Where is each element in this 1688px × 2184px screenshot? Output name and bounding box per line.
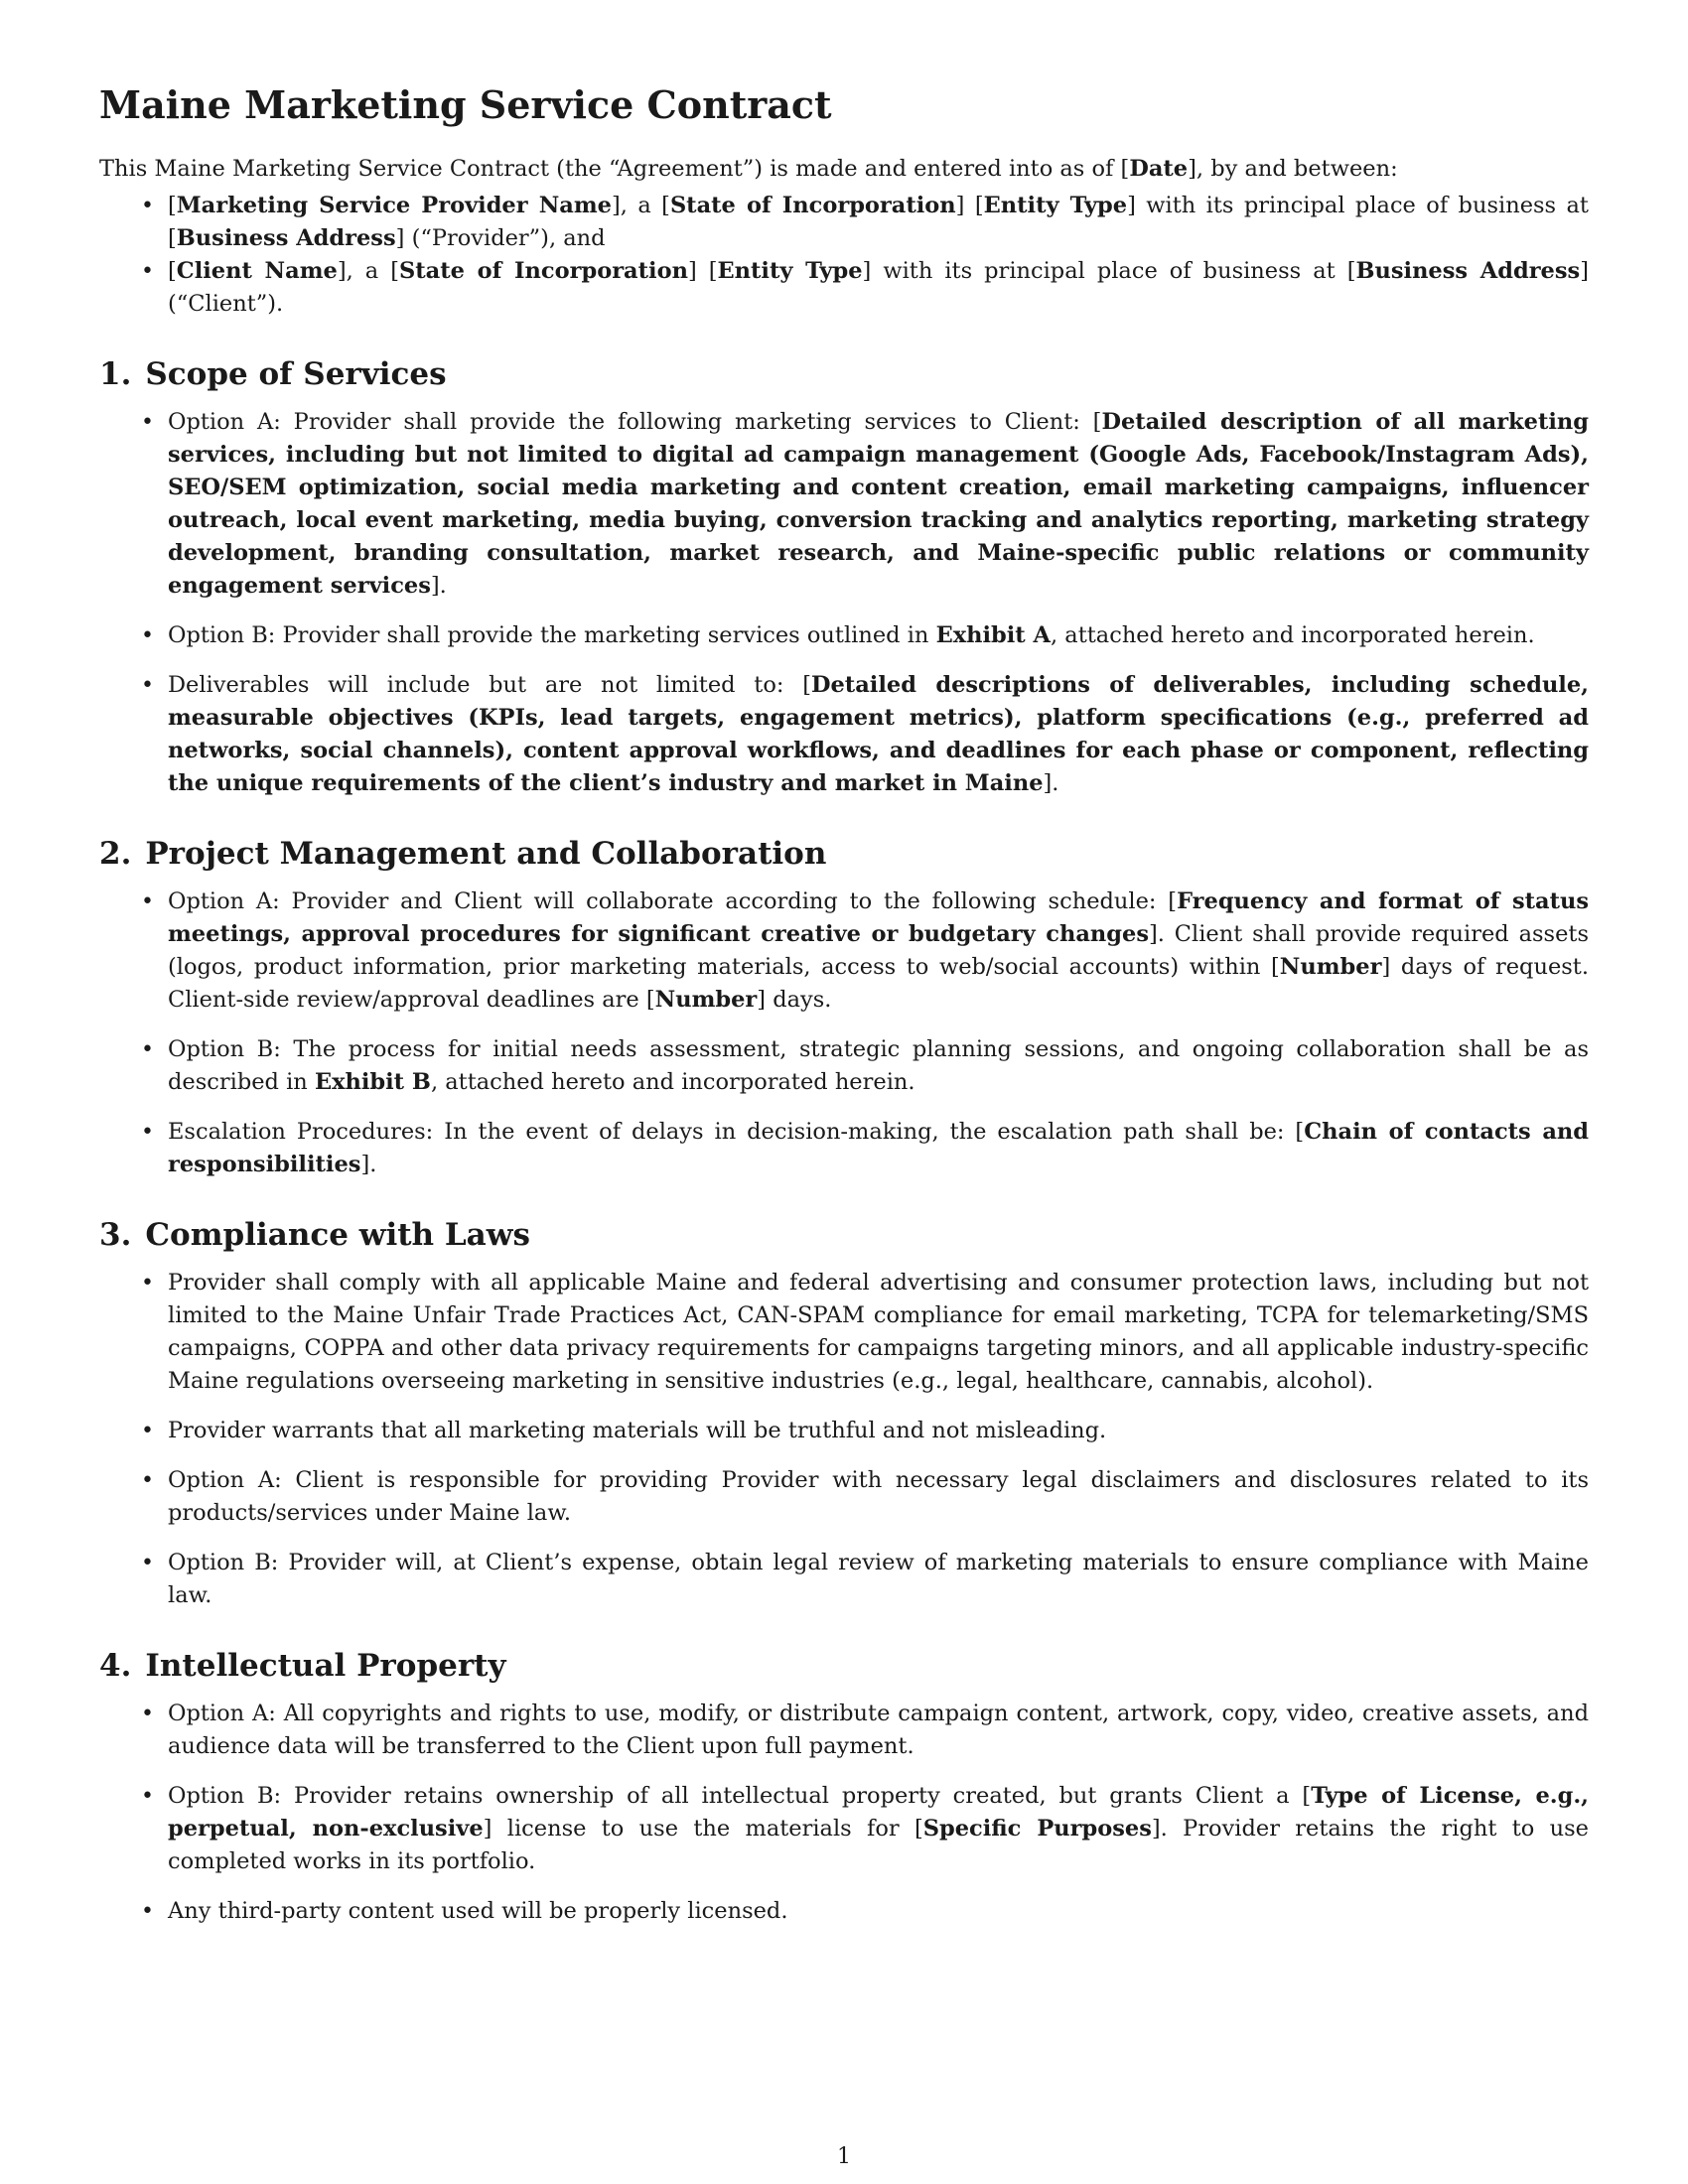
document-body [99, 81, 1589, 1945]
placeholder-field: Number [654, 987, 758, 1013]
placeholder-field: Business Address [1355, 258, 1581, 284]
list-item [141, 406, 1589, 603]
bullet-icon: • [141, 623, 154, 648]
list-item [141, 1116, 1590, 1181]
bullet-icon: • [141, 1120, 154, 1145]
placeholder-field: Chain of contacts and responsibilities [168, 1119, 1590, 1177]
list-item [141, 669, 1589, 800]
text-run: [ [168, 258, 177, 284]
section-number: 1. [99, 356, 132, 392]
text-run: ], a [ [611, 193, 670, 218]
section-title: Project Management and Collaboration [145, 836, 827, 872]
bullet-icon: • [141, 889, 154, 914]
bullet-icon: • [141, 1551, 154, 1575]
text-run: ] days of request. Client-side review/approval deadlines are [ [168, 954, 1589, 1013]
text-run: ] license to use the materials for [ [483, 1816, 923, 1842]
section-heading [99, 1215, 1589, 1255]
placeholder-field: Detailed description of all marketing services, including but not limited to digital ad campaign management (Google Ads, Facebook/Instagram Ads), SEO/SEM optimization, social media marketing and content creation, email marketing campaigns, influencer outreach, local event marketing, media buying, conversion tracking and analytics reporting, marketing strategy development, branding consultation, market research, and Maine-specific public relations or community engagement services [168, 409, 1589, 599]
parties-list [99, 190, 1589, 321]
text-run: Option B: The process for initial needs assessment, strategic planning sessions, and ongoing collaboration shall be as described in [168, 1036, 1589, 1095]
section-title: Intellectual Property [145, 1648, 506, 1684]
list-item [141, 1033, 1589, 1099]
list-item [141, 1698, 1589, 1763]
bullet-icon: • [141, 1702, 154, 1726]
section-list [99, 1267, 1589, 1612]
text-run: ]. [1043, 770, 1059, 796]
section-number: 3. [99, 1217, 132, 1253]
placeholder-field: Date [1129, 156, 1189, 182]
bullet-icon: • [141, 1271, 154, 1296]
bullet-icon: • [141, 1899, 154, 1924]
section-title: Compliance with Laws [145, 1217, 530, 1253]
bullet-icon: • [141, 194, 154, 218]
text-run: [ [168, 193, 177, 218]
placeholder-field: Exhibit B [314, 1069, 431, 1095]
text-run: Option A: Provider shall provide the following marketing services to Client: [ [168, 409, 1102, 435]
text-run: Any third-party content used will be properly licensed. [168, 1898, 788, 1924]
sections-container [99, 354, 1589, 1928]
list-item [141, 1464, 1589, 1530]
text-run: ]. Client shall provide required assets (logos, product information, prior marketing materials, access to web/social accounts) within [ [168, 921, 1589, 980]
list-item [141, 1547, 1589, 1612]
placeholder-field: Exhibit A [935, 622, 1051, 648]
section-title: Scope of Services [145, 356, 447, 392]
list-item [141, 619, 1589, 652]
text-run: ]. [430, 573, 447, 599]
section-heading [99, 834, 1589, 874]
placeholder-field: Business Address [176, 225, 396, 251]
text-run: ], by and between: [1188, 156, 1398, 182]
placeholder-field: Number [1279, 954, 1382, 980]
bullet-icon: • [141, 1784, 154, 1809]
bullet-icon: • [141, 673, 154, 698]
text-run: Deliverables will include but are not limited to: [ [168, 672, 811, 698]
section-number: 2. [99, 836, 132, 872]
section-number: 4. [99, 1648, 132, 1684]
text-run: Option A: Provider and Client will collaborate according to the following schedule: [ [168, 888, 1178, 914]
bullet-icon: • [141, 259, 154, 284]
text-run: Option B: Provider will, at Client’s expense, obtain legal review of marketing materials to ensure compliance with Maine law. [168, 1550, 1589, 1608]
placeholder-field: Frequency and format of status meetings, approval procedures for significant creative or budgetary changes [168, 888, 1589, 947]
text-run: ] (“Provider”), and [395, 225, 606, 251]
placeholder-field: Entity Type [983, 193, 1128, 218]
placeholder-field: Type of License, e.g., perpetual, non-exclusive [168, 1783, 1589, 1842]
placeholder-field: Detailed descriptions of deliverables, including schedule, measurable objectives (KPIs, lead targets, engagement metrics), platform specifications (e.g., preferred ad networks, social channels), content approval workflows, and deadlines for each phase or component, reflecting the unique requirements of the client’s industry and market in Maine [168, 672, 1589, 796]
bullet-icon: • [141, 1468, 154, 1493]
text-run: Option A: All copyrights and rights to use, modify, or distribute campaign content, artwork, copy, video, creative assets, and audience data will be transferred to the Client upon full payment. [168, 1701, 1589, 1759]
text-run: Option A: Client is responsible for providing Provider with necessary legal disclaimers and disclosures related to its products/services under Maine law. [168, 1467, 1589, 1526]
text-run: ] [ [687, 258, 718, 284]
placeholder-field: Client Name [176, 258, 338, 284]
list-item [141, 886, 1589, 1017]
document-title: Maine Marketing Service Contract [99, 82, 832, 127]
text-run: ], a [ [337, 258, 399, 284]
placeholder-field: Specific Purposes [922, 1816, 1152, 1842]
text-run: Option B: Provider shall provide the marketing services outlined in [168, 622, 936, 648]
bullet-icon: • [141, 410, 154, 435]
section-heading [99, 354, 1589, 394]
text-run: Provider shall comply with all applicable Maine and federal advertising and consumer protection laws, including but not limited to the Maine Unfair Trade Practices Act, CAN-SPAM compliance for email marketing, TCPA for telemarketing/SMS campaigns, COPPA and other data privacy requirements for campaigns targeting minors, and all applicable industry-specific Maine regulations overseeing marketing in sensitive industries (e.g., legal, healthcare, cannabis, alcohol). [168, 1270, 1589, 1394]
text-run: ]. [360, 1152, 377, 1177]
text-run: Provider warrants that all marketing materials will be truthful and not misleading. [168, 1418, 1107, 1443]
list-item [141, 190, 1589, 255]
list-item [141, 1267, 1589, 1398]
text-run: Option B: Provider retains ownership of all intellectual property created, but grants Client a [ [168, 1783, 1312, 1809]
text-run: ] [ [955, 193, 984, 218]
text-run: , attached hereto and incorporated herein. [1051, 622, 1535, 648]
text-run: This Maine Marketing Service Contract (the “Agreement”) is made and entered into as of [99, 156, 1121, 182]
section-heading [99, 1646, 1589, 1686]
placeholder-field: Entity Type [717, 258, 863, 284]
bullet-icon: • [141, 1419, 154, 1443]
text-run: ] days. [757, 987, 832, 1013]
list-item [141, 255, 1589, 321]
section-list [99, 886, 1589, 1181]
page-number: 1 [837, 2144, 851, 2169]
section-list [99, 406, 1589, 800]
text-run: , attached hereto and incorporated herein. [430, 1069, 915, 1095]
section-list [99, 1698, 1589, 1928]
text-run: ]. Provider retains the right to use completed works in its portfolio. [168, 1816, 1589, 1874]
text-run: ] (“Client”). [168, 258, 1589, 317]
text-run: ] with its principal place of business at [ [862, 258, 1356, 284]
text-run: Escalation Procedures: In the event of delays in decision-making, the escalation path shall be: [ [168, 1119, 1305, 1145]
intro-paragraph [99, 153, 1589, 186]
placeholder-field: State of Incorporation [399, 258, 688, 284]
text-run: [ [1120, 156, 1130, 182]
list-item [141, 1780, 1589, 1878]
list-item [141, 1415, 1589, 1447]
text-run: ] with its principal place of business at [ [168, 193, 1589, 251]
list-item [141, 1895, 1589, 1928]
placeholder-field: Marketing Service Provider Name [176, 193, 612, 218]
bullet-icon: • [141, 1037, 154, 1062]
placeholder-field: State of Incorporation [669, 193, 956, 218]
